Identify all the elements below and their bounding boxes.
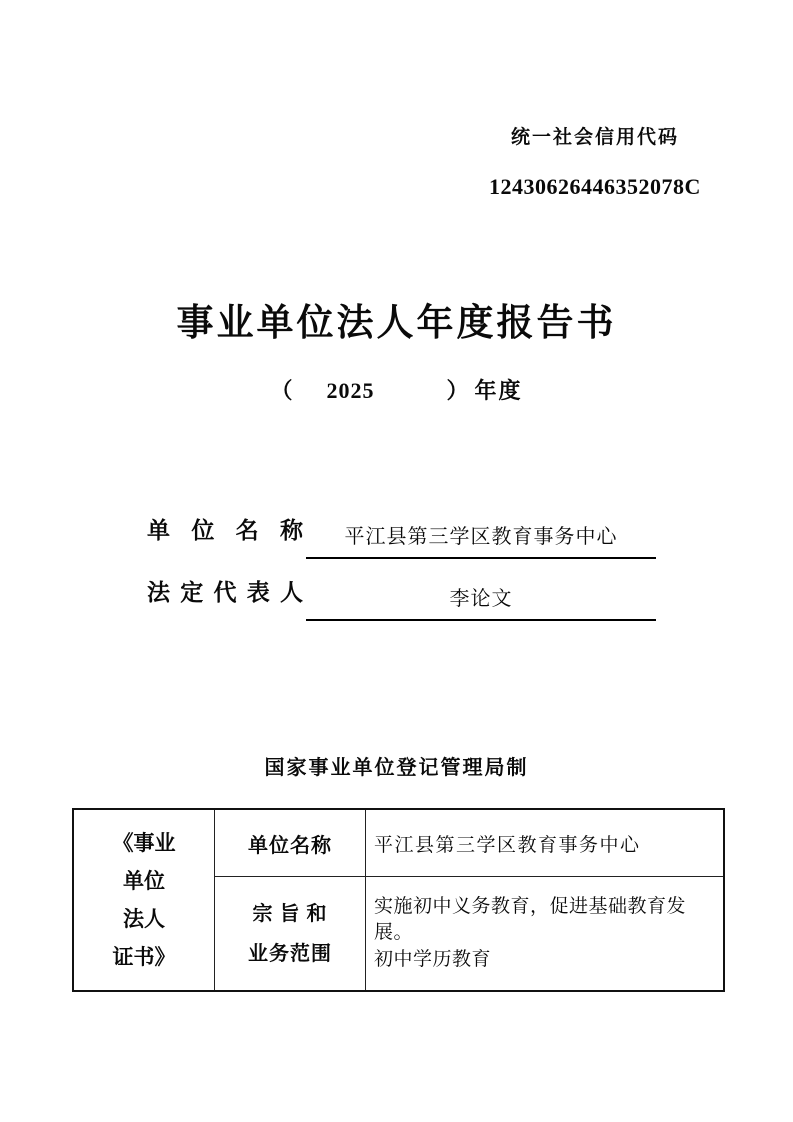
certificate-title-line: 《事业 [112, 831, 176, 855]
year-paren-close: ） [446, 378, 469, 403]
certificate-title-line: 证书》 [112, 945, 176, 969]
table-unit-name-label: 单位名称 [215, 810, 366, 877]
scope-label-line: 业务范围 [248, 942, 332, 965]
issuer-line: 国家事业单位登记管理局制 [264, 757, 529, 779]
year-value: 2025 [326, 378, 375, 403]
credit-code-label: 统一社会信用代码 [510, 127, 679, 148]
certificate-info-table [72, 808, 725, 992]
purpose-scope-text [374, 894, 719, 974]
year-paren-open: （ [270, 378, 293, 403]
purpose-label-line: 宗 旨 和 [252, 902, 328, 925]
purpose-scope-line: 实施初中义务教育，促进基础教育发展。 [374, 895, 687, 944]
credit-code-value: 12430626446352078C [489, 174, 701, 199]
certificate-title-line: 单位 [123, 869, 165, 893]
legal-representative-label: 法定代表人 [147, 579, 303, 605]
table-unit-name-value: 平江县第三学区教育事务中心 [366, 810, 723, 877]
legal-representative-value: 李论文 [306, 582, 656, 621]
year-suffix-label: 年度 [474, 378, 523, 403]
page-title: 事业单位法人年度报告书 [176, 302, 617, 343]
purpose-scope-line: 初中学历教育 [374, 948, 492, 970]
certificate-title-line: 法人 [123, 907, 165, 931]
credit-code-block [470, 122, 720, 200]
unit-name-field [147, 512, 656, 559]
table-purpose-scope-value [366, 877, 723, 990]
certificate-title-cell [74, 810, 215, 990]
unit-name-value: 平江县第三学区教育事务中心 [306, 520, 656, 559]
year-line [0, 374, 793, 405]
table-purpose-scope-label [215, 877, 366, 990]
legal-representative-field [147, 574, 656, 621]
unit-name-label: 单位名称 [147, 517, 303, 543]
